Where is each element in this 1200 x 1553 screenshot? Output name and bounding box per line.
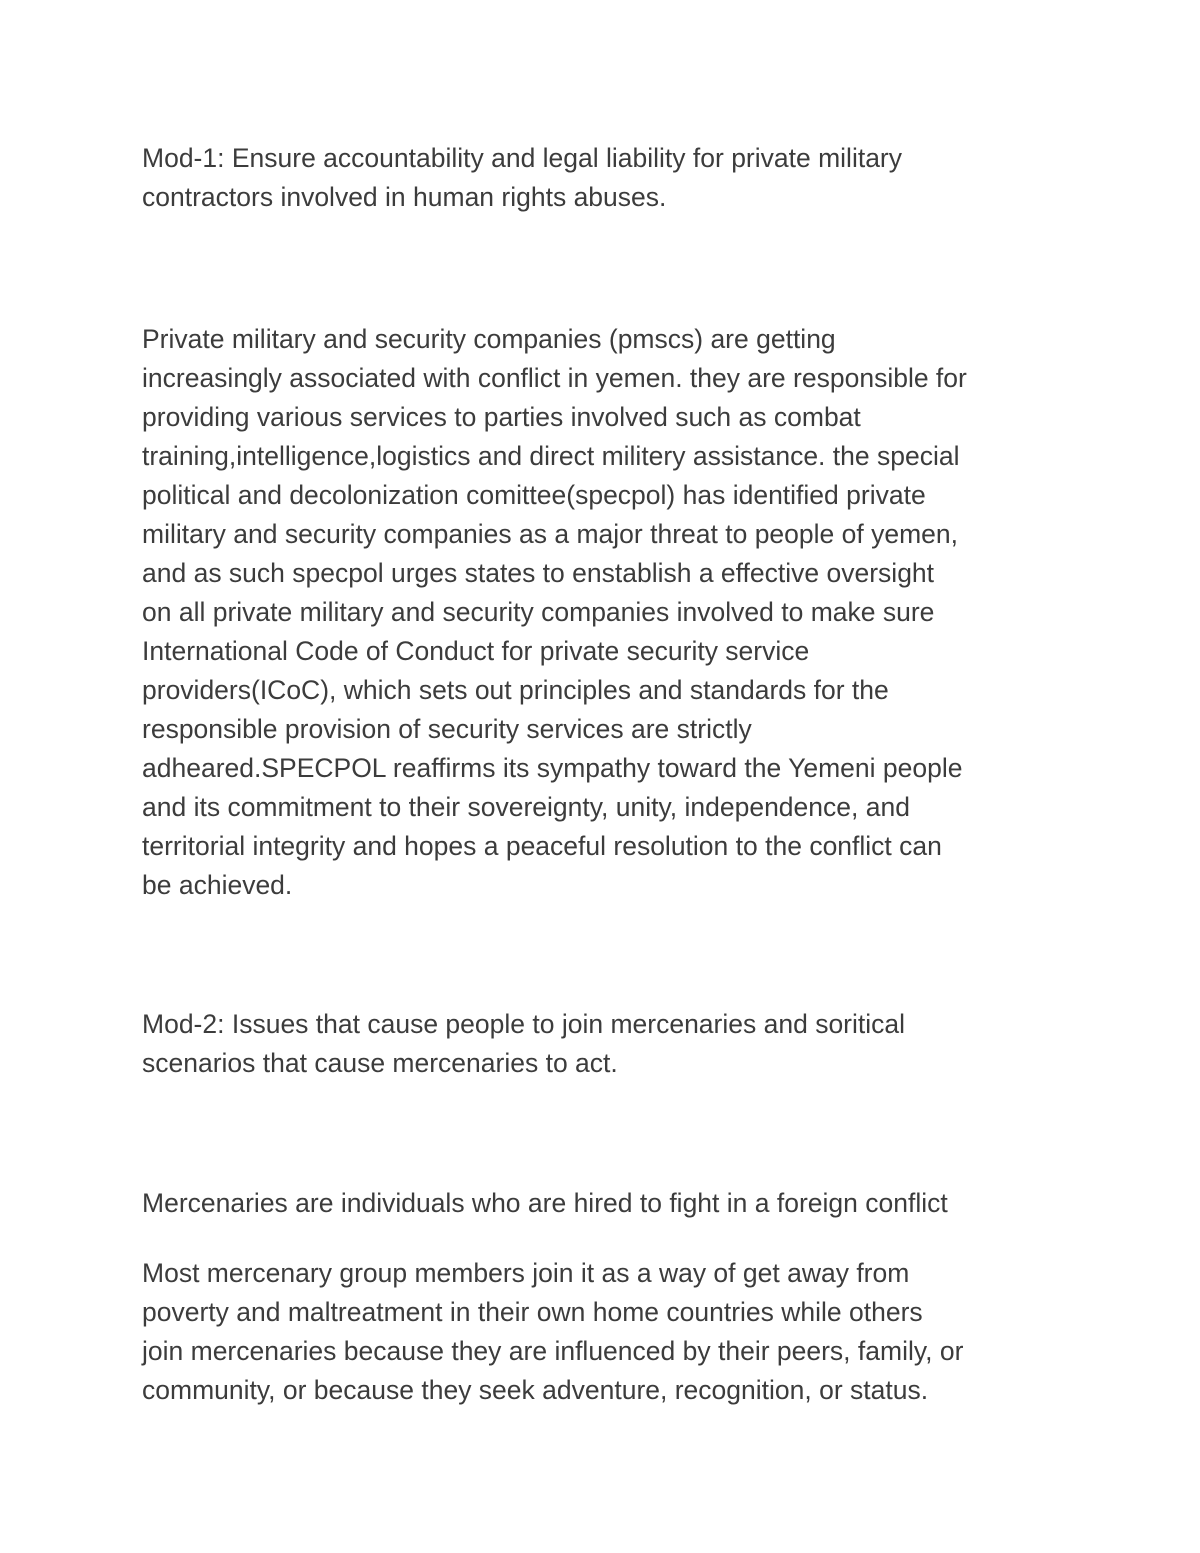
mod1-body-paragraph: Private military and security companies (pmscs) are getting increasingly associated with conflict in yemen. they are responsible for providing various services to parties involved such as combat training,intelligence,logistics and direct militery assistance. the special political and decolonization comittee(specpol) has identified private military and security companies as a major threat to people of yemen, and as such specpol urges states to enstablish a effective oversight on all private military and security companies involved to make sure International Code of Conduct for private security service providers(ICoC), which sets out principles and standards for the responsible provision of security services are strictly adheared.SPECPOL reaffirms its sympathy toward the Yemeni people and its commitment to their sovereignty, unity, independence, and territorial integrity and hopes a peaceful resolution to the conflict can be achieved. (142, 324, 967, 900)
mod2-heading: Mod-2: Issues that cause people to join mercenaries and soritical scenarios that cause mercenaries to act. (142, 1009, 906, 1078)
mod2-body-paragraph: Most mercenary group members join it as a way of get away from poverty and maltreatment in their own home countries while others join mercenaries because they are influenced by their peers, family, or community, or because they seek adventure, recognition, or status. (142, 1258, 964, 1405)
mod2-definition-paragraph: Mercenaries are individuals who are hired to fight in a foreign conflict (142, 1188, 948, 1218)
mod1-heading: Mod-1: Ensure accountability and legal liability for private military contractors involved in human rights abuses. (142, 143, 903, 212)
